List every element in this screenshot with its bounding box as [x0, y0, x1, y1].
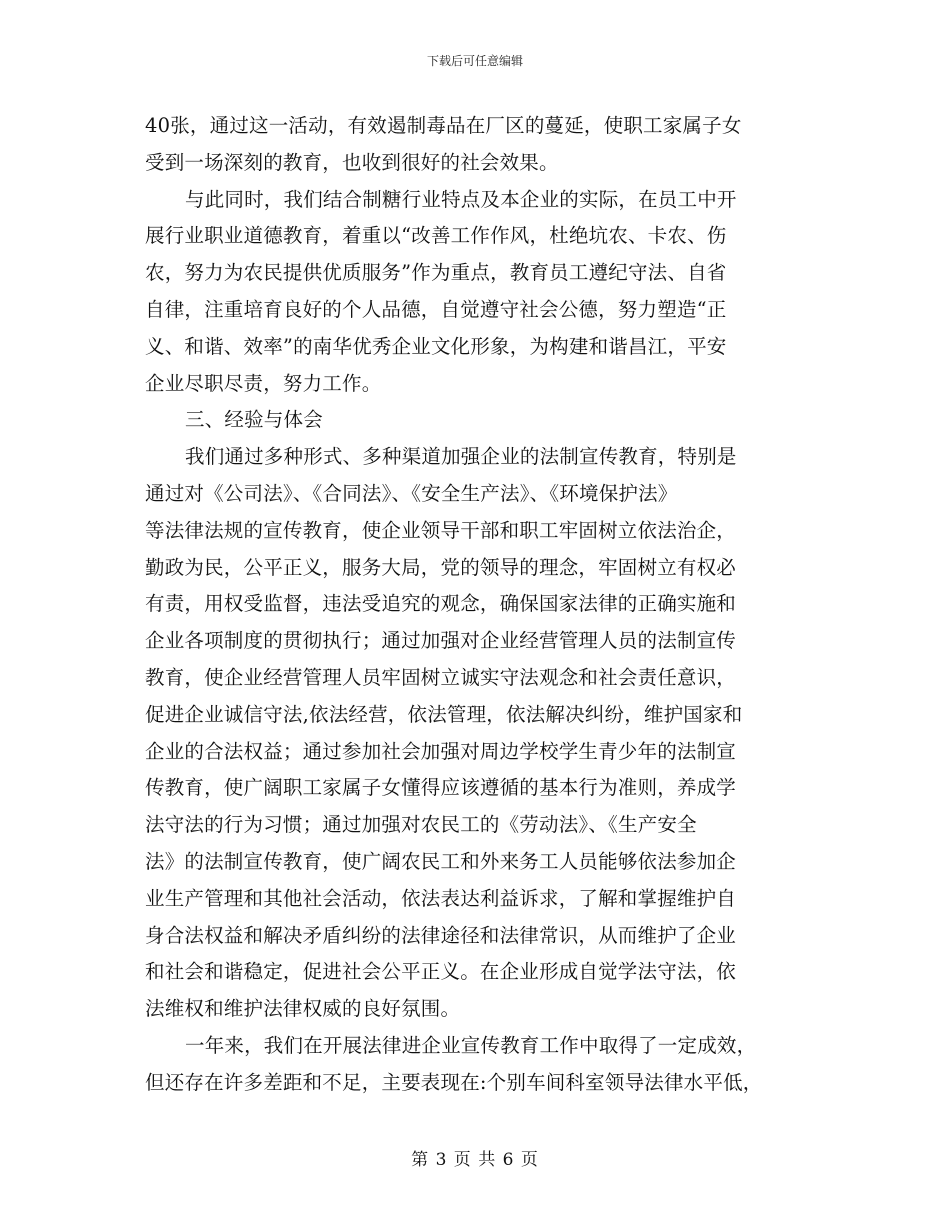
- page-header-note: 下载后可任意编辑: [426, 54, 523, 68]
- paragraph-line: 企业的合法权益；通过参加社会加强对周边学校学生青少年的法制宣: [145, 739, 737, 763]
- paragraph-start-line: 一年来，我们在开展法律进企业宣传教育工作中取得了一定成效，: [185, 1033, 757, 1057]
- paragraph-line: 自律，注重培育良好的个人品德，自觉遵守社会公德，努力塑造“正: [145, 297, 727, 321]
- paragraph-start-line: 我们通过多种形式、多种渠道加强企业的法制宣传教育，特别是: [185, 445, 737, 469]
- paragraph-line: 业生产管理和其他社会活动，依法表达利益诉求，了解和掌握维护自: [145, 886, 737, 910]
- paragraph-line: 促进企业诚信守法,依法经营，依法管理，依法解决纠纷，维护国家和: [145, 702, 743, 726]
- paragraph-line: 展行业职业道德教育，着重以“改善工作作风，杜绝坑农、卡农、伤: [145, 224, 727, 248]
- paragraph-line: 身合法权益和解决矛盾纠纷的法律途径和法律常识，从而维护了企业: [145, 923, 737, 947]
- paragraph-line: 传教育，使广阔职工家属子女懂得应该遵循的基本行为准则，养成学: [145, 776, 737, 800]
- paragraph-line: 受到一场深刻的教育，也收到很好的社会效果。: [145, 150, 559, 174]
- paragraph-line: 企业尽职尽责，努力工作。: [145, 371, 382, 395]
- paragraph-start-line: 三、经验与体会: [185, 408, 323, 432]
- paragraph-line: 教育，使企业经营管理人员牢固树立诚实守法观念和社会责任意识，: [145, 665, 737, 689]
- paragraph-line: 和社会和谐稳定，促进社会公平正义。在企业形成自觉学法守法，依: [145, 960, 737, 984]
- paragraph-start-line: 与此同时，我们结合制糖行业特点及本企业的实际，在员工中开: [185, 187, 737, 211]
- paragraph-line: 企业各项制度的贯彻执行；通过加强对企业经营管理人员的法制宣传: [145, 629, 737, 653]
- paragraph-line: 勤政为民，公平正义，服务大局，党的领导的理念，牢固树立有权必: [145, 555, 737, 579]
- paragraph-line: 通过对《公司法》、《合同法》、《安全生产法》、《环境保护法》: [145, 481, 678, 505]
- paragraph-line: 法维权和维护法律权威的良好氛围。: [145, 997, 461, 1021]
- paragraph-line: 等法律法规的宣传教育，使企业领导干部和职工牢固树立依法治企，: [145, 518, 737, 542]
- paragraph-line: 法》的法制宣传教育，使广阔农民工和外来务工人员能够依法参加企: [145, 849, 737, 873]
- paragraph-line: 义、和谐、效率”的南华优秀企业文化形象，为构建和谐昌江，平安: [145, 334, 727, 358]
- paragraph-line: 有责，用权受监督，违法受追究的观念，确保国家法律的正确实施和: [145, 592, 737, 616]
- page-number: 第 3 页 共 6 页: [411, 1150, 539, 1170]
- paragraph-line: 法守法的行为习惯；通过加强对农民工的《劳动法》、《生产安全: [145, 813, 697, 837]
- paragraph-line: 但还存在许多差距和不足，主要表现在:个别车间科室领导法律水平低，: [145, 1070, 763, 1094]
- paragraph-line: 农，努力为农民提供优质服务”作为重点，教育员工遵纪守法、自省: [145, 261, 727, 285]
- paragraph-line: 40张，通过这一活动，有效遏制毒品在厂区的蔓延，使职工家属子女: [145, 114, 742, 137]
- document-body: [145, 108, 810, 1102]
